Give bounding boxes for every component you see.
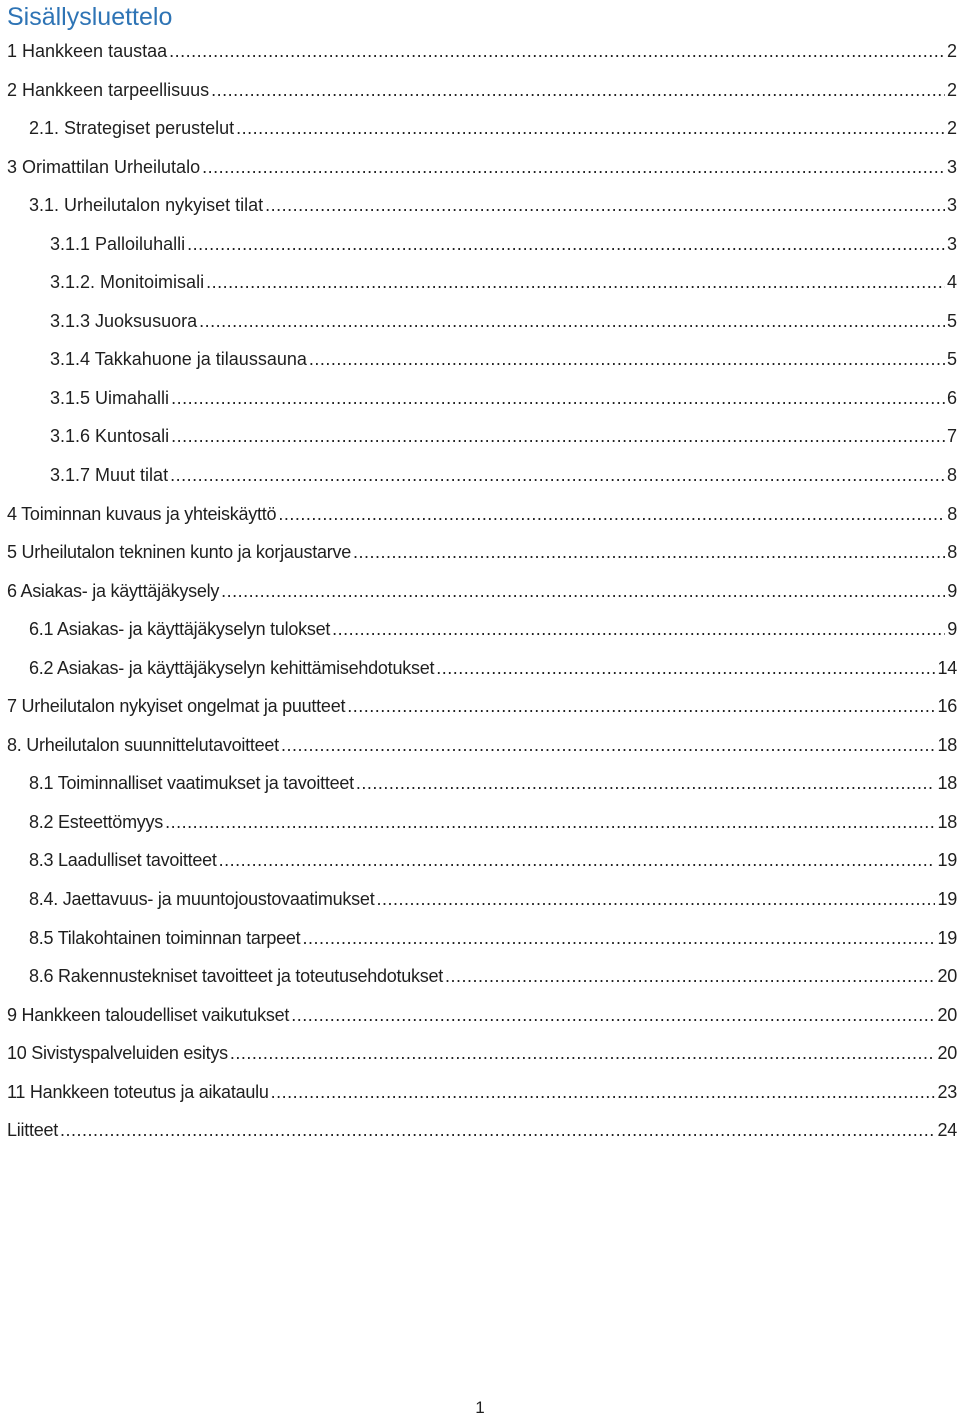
toc-entry-page-number: 5 <box>946 349 957 370</box>
toc-entry-title: 6.1 Asiakas- ja käyttäjäkyselyn tulokset <box>29 619 331 640</box>
toc-entry-title: 2 Hankkeen tarpeellisuus <box>7 79 210 100</box>
toc-entry-title: 6 Asiakas- ja käyttäjäkysely <box>7 580 220 601</box>
toc-dot-leader <box>281 726 936 765</box>
toc-entry-page-number: 2 <box>946 118 957 139</box>
toc-entry[interactable] <box>0 841 960 880</box>
toc-entry-page-number: 7 <box>946 426 957 447</box>
toc-entry-page-number: 14 <box>937 657 957 678</box>
toc-dot-leader <box>199 302 945 341</box>
toc-entry-title: 11 Hankkeen toteutus ja aikataulu <box>7 1081 269 1102</box>
toc-dot-leader <box>60 1111 935 1150</box>
page-number: 1 <box>475 1398 485 1417</box>
table-of-contents <box>0 32 960 1150</box>
toc-entry-page-number: 19 <box>937 850 957 871</box>
toc-entry-title: 3.1.2. Monitoimisali <box>50 272 205 293</box>
toc-entry[interactable] <box>0 340 960 379</box>
toc-dot-leader <box>230 1034 936 1073</box>
toc-entry-page-number: 5 <box>946 310 957 331</box>
toc-entry[interactable] <box>0 417 960 456</box>
toc-entry[interactable] <box>0 456 960 495</box>
toc-entry[interactable] <box>0 880 960 919</box>
toc-entry[interactable] <box>0 148 960 187</box>
toc-entry-title: 8.6 Rakennustekniset tavoitteet ja toteutusehdotukset <box>29 966 444 987</box>
toc-dot-leader <box>436 649 935 688</box>
toc-entry[interactable] <box>0 186 960 225</box>
toc-dot-leader <box>202 148 945 187</box>
toc-entry[interactable] <box>0 726 960 765</box>
toc-entry-page-number: 18 <box>937 811 957 832</box>
toc-dot-leader <box>170 456 945 495</box>
toc-entry-title: 8.2 Esteettömyys <box>29 811 164 832</box>
toc-entry[interactable] <box>0 957 960 996</box>
toc-entry-title: 8.1 Toiminnalliset vaatimukset ja tavoitteet <box>29 773 354 794</box>
toc-entry-page-number: 8 <box>946 465 957 486</box>
toc-dot-leader <box>219 841 936 880</box>
toc-entry-page-number: 9 <box>947 580 957 601</box>
toc-entry[interactable] <box>0 996 960 1035</box>
toc-entry-title: 3.1.1 Palloiluhalli <box>50 233 186 254</box>
toc-entry[interactable] <box>0 572 960 611</box>
toc-dot-leader <box>302 919 935 958</box>
toc-entry-page-number: 9 <box>947 619 957 640</box>
toc-entry-title: 3.1.7 Muut tilat <box>50 465 169 486</box>
toc-entry-title: 10 Sivistyspalveluiden esitys <box>7 1043 228 1064</box>
toc-dot-leader <box>221 572 945 611</box>
toc-entry[interactable] <box>0 495 960 534</box>
toc-entry-page-number: 16 <box>937 696 957 717</box>
toc-dot-leader <box>356 764 936 803</box>
toc-dot-leader <box>332 610 945 649</box>
toc-entry-title: 1 Hankkeen taustaa <box>7 41 168 61</box>
toc-entry-page-number: 8 <box>947 542 957 563</box>
toc-entry-title: 3.1.6 Kuntosali <box>50 426 170 447</box>
toc-dot-leader <box>445 957 935 996</box>
toc-entry[interactable] <box>0 32 960 71</box>
toc-dot-leader <box>347 687 935 726</box>
toc-entry[interactable] <box>0 1034 960 1073</box>
toc-entry-page-number: 4 <box>946 272 957 293</box>
toc-dot-leader <box>376 880 935 919</box>
toc-entry[interactable] <box>0 109 960 148</box>
toc-entry-title: 3.1.3 Juoksusuora <box>50 310 198 331</box>
toc-dot-leader <box>271 1073 936 1112</box>
toc-entry[interactable] <box>0 302 960 341</box>
toc-dot-leader <box>171 417 945 456</box>
toc-dot-leader <box>353 533 945 572</box>
toc-dot-leader <box>211 71 945 110</box>
toc-dot-leader <box>187 225 945 264</box>
toc-entry-page-number: 19 <box>937 927 957 948</box>
toc-entry-page-number: 3 <box>946 156 957 177</box>
toc-entry-title: 7 Urheilutalon nykyiset ongelmat ja puutteet <box>7 696 346 717</box>
toc-entry[interactable] <box>0 649 960 688</box>
toc-dot-leader <box>236 109 945 148</box>
toc-entry[interactable] <box>0 803 960 842</box>
toc-entry-page-number: 6 <box>946 387 957 408</box>
toc-entry-title: 8. Urheilutalon suunnittelutavoitteet <box>7 734 279 755</box>
toc-entry[interactable] <box>0 71 960 110</box>
toc-entry-page-number: 8 <box>947 503 957 524</box>
toc-entry-page-number: 20 <box>937 966 957 987</box>
toc-dot-leader <box>291 996 935 1035</box>
toc-entry[interactable] <box>0 263 960 302</box>
toc-dot-leader <box>165 803 935 842</box>
toc-entry[interactable] <box>0 610 960 649</box>
toc-entry-title: 9 Hankkeen taloudelliset vaikutukset <box>7 1004 290 1025</box>
toc-entry-title: 4 Toiminnan kuvaus ja yhteiskäyttö <box>7 503 277 524</box>
toc-entry-title: 3.1.5 Uimahalli <box>50 387 170 408</box>
toc-entry-page-number: 2 <box>946 41 957 61</box>
toc-entry-page-number: 2 <box>946 79 957 100</box>
toc-entry[interactable] <box>0 1073 960 1112</box>
toc-entry-title: 3.1. Urheilutalon nykyiset tilat <box>29 195 264 216</box>
toc-entry-page-number: 18 <box>937 734 957 755</box>
toc-entry[interactable] <box>0 533 960 572</box>
toc-dot-leader <box>309 340 945 379</box>
toc-entry[interactable] <box>0 919 960 958</box>
toc-entry-title: 3.1.4 Takkahuone ja tilaussauna <box>50 349 307 370</box>
toc-entry-title: Liitteet <box>7 1120 59 1141</box>
toc-entry-page-number: 23 <box>937 1081 957 1102</box>
toc-entry-title: 3 Orimattilan Urheilutalo <box>7 156 201 177</box>
toc-dot-leader <box>171 379 945 418</box>
toc-entry-page-number: 20 <box>937 1004 957 1025</box>
toc-dot-leader <box>169 32 945 71</box>
toc-entry[interactable] <box>0 379 960 418</box>
toc-entry-page-number: 18 <box>937 773 957 794</box>
toc-entry[interactable] <box>0 225 960 264</box>
toc-entry-page-number: 24 <box>937 1120 957 1141</box>
toc-entry-page-number: 3 <box>946 195 957 216</box>
toc-dot-leader <box>206 263 945 302</box>
toc-entry-title: 8.5 Tilakohtainen toiminnan tarpeet <box>29 927 301 948</box>
toc-entry-title: 8.3 Laadulliset tavoitteet <box>29 850 217 871</box>
toc-entry-page-number: 19 <box>937 889 957 910</box>
toc-entry-title: 2.1. Strategiset perustelut <box>29 118 235 139</box>
page-title: Sisällysluettelo <box>7 3 173 31</box>
toc-entry-title: 5 Urheilutalon tekninen kunto ja korjaustarve <box>7 542 351 563</box>
toc-dot-leader <box>278 495 945 534</box>
toc-entry[interactable] <box>0 1111 960 1150</box>
toc-dot-leader <box>265 186 945 225</box>
toc-entry-title: 6.2 Asiakas- ja käyttäjäkyselyn kehittämisehdotukset <box>29 657 435 678</box>
toc-entry[interactable] <box>0 764 960 803</box>
toc-entry-title: 8.4. Jaettavuus- ja muuntojoustovaatimukset <box>29 889 375 910</box>
toc-entry[interactable] <box>0 687 960 726</box>
toc-entry-page-number: 3 <box>946 233 957 254</box>
toc-entry-page-number: 20 <box>937 1043 957 1064</box>
